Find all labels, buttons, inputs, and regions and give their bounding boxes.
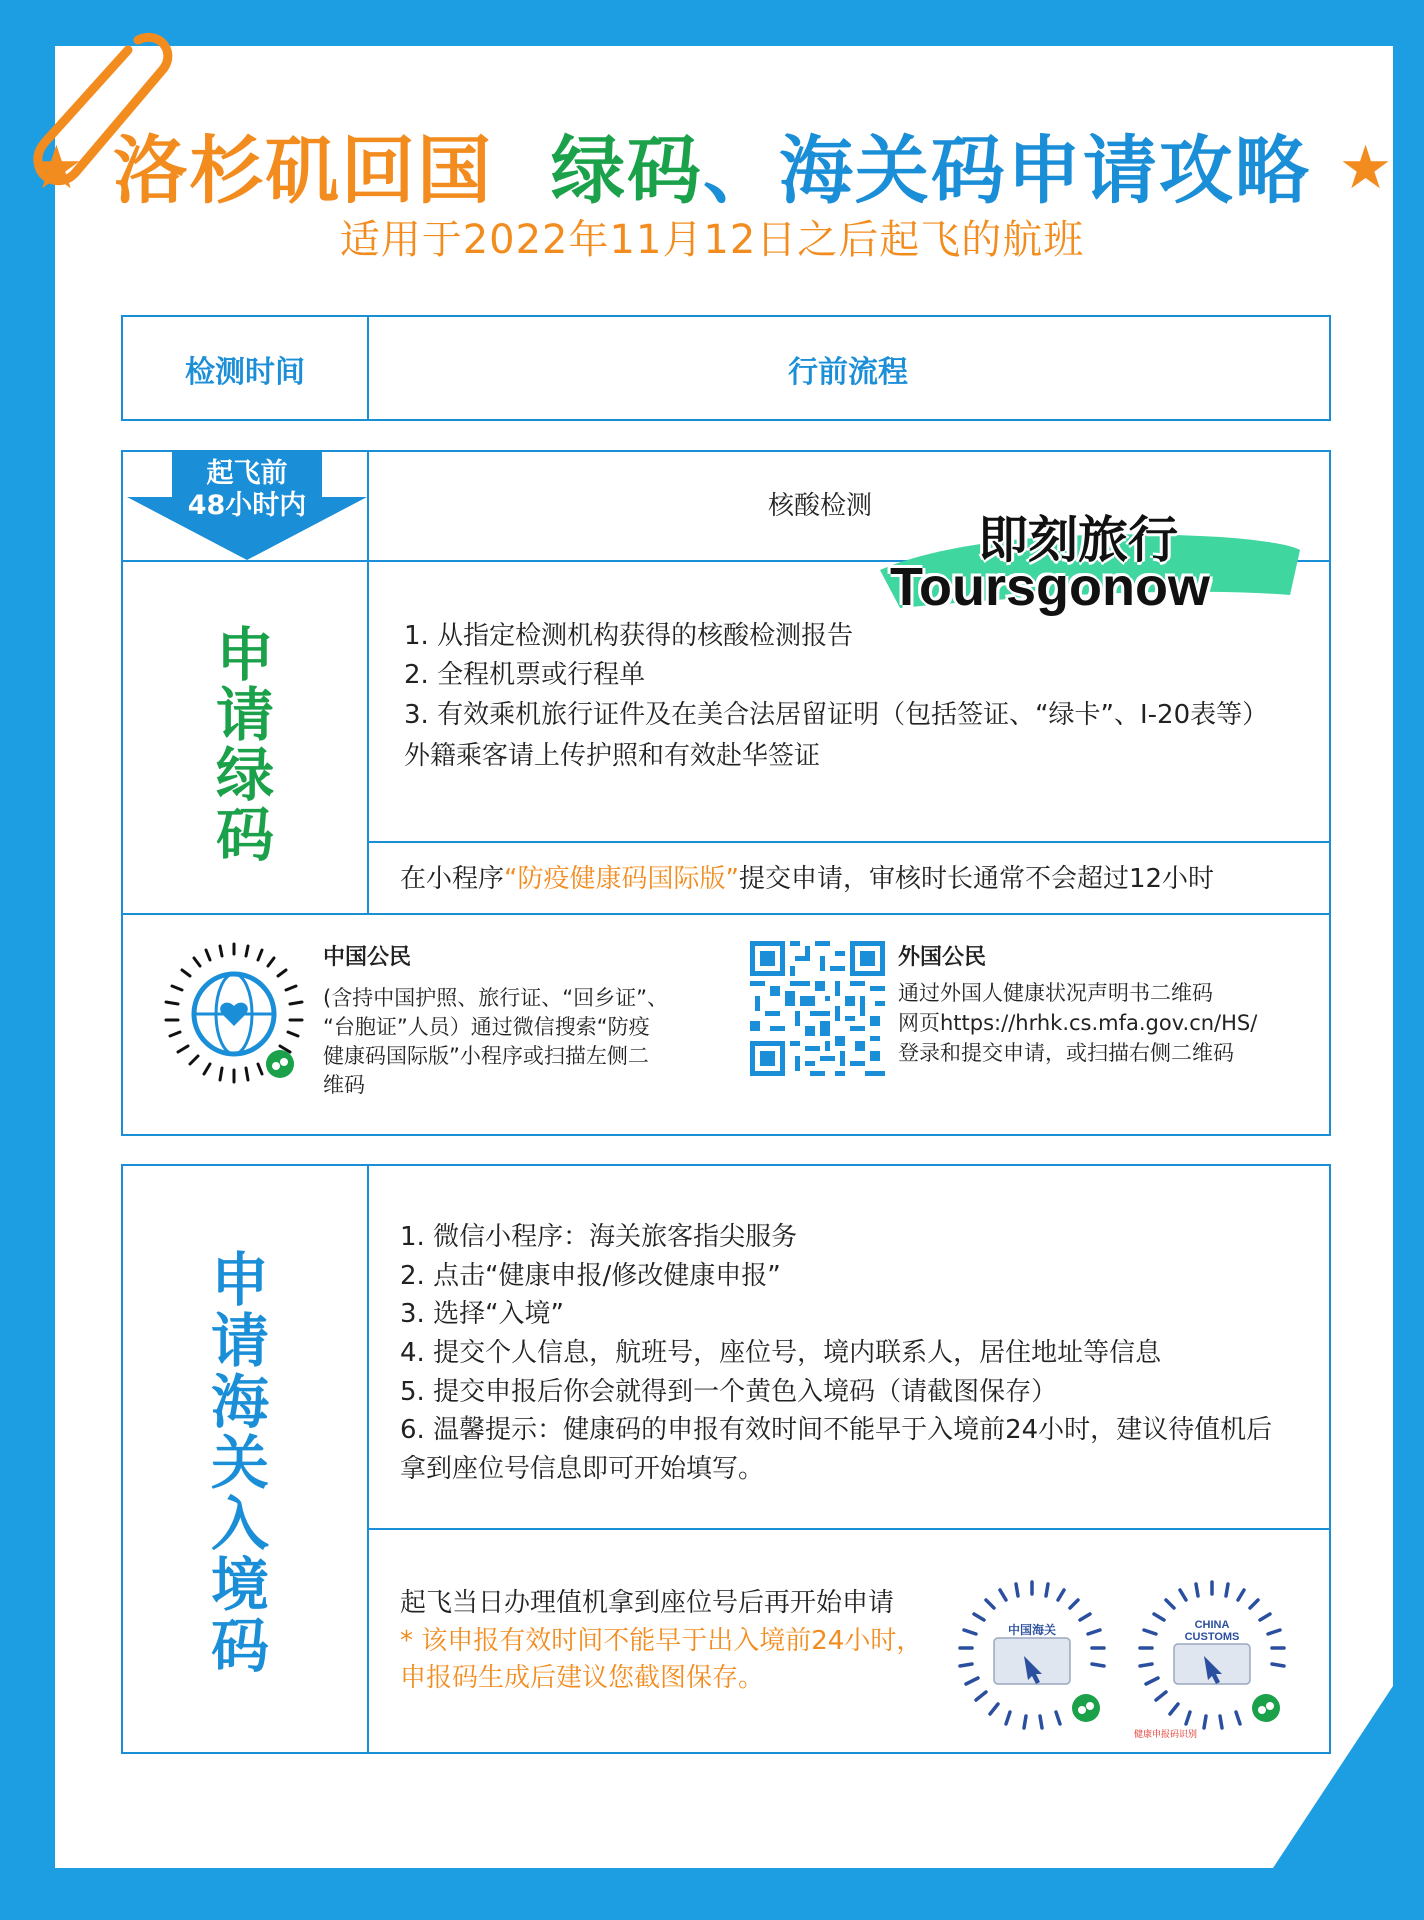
- foreign-citizen-line: 通过外国人健康状况声明书二维码: [898, 981, 1213, 1005]
- chinese-citizen-line: 健康码国际版”小程序或扫描左侧二: [323, 1044, 649, 1068]
- list-item: 外籍乘客请上传护照和有效赴华签证: [404, 741, 821, 771]
- customs-miniprogram-qr-icon[interactable]: [1132, 1576, 1292, 1736]
- submit-app-name: “防疫健康码国际版”: [504, 864, 739, 894]
- watermark-cn: 即刻旅行: [978, 511, 1178, 569]
- foreign-citizen-line: 网页https://hrhk.cs.mfa.gov.cn/HS/: [898, 1011, 1258, 1035]
- submit-suffix: 提交申请，审核时长通常不会超过12小时: [738, 864, 1215, 894]
- chinese-citizen-line: 维码: [323, 1073, 365, 1097]
- chinese-citizen-heading: 中国公民: [323, 945, 412, 970]
- vertical-char: 码: [215, 801, 274, 869]
- header-test-time: 检测时间: [185, 355, 305, 390]
- divider: [367, 841, 1329, 843]
- arrow-label-line2: 48小时内: [187, 490, 307, 521]
- vertical-char: 申: [210, 1246, 269, 1314]
- vertical-char: 请: [210, 1307, 269, 1375]
- chinese-citizen-line: (含持中国护照、旅行证、“回乡证”、: [323, 986, 668, 1010]
- wechat-miniprogram-qr-icon[interactable]: [160, 940, 308, 1088]
- list-item: 2. 全程机票或行程单: [404, 660, 646, 690]
- list-item: 1. 微信小程序：海关旅客指尖服务: [400, 1222, 798, 1252]
- star-icon: ★: [1338, 133, 1395, 203]
- page-title: [0, 112, 1424, 218]
- timing-arrow: [127, 452, 367, 562]
- vertical-char: 码: [210, 1612, 269, 1680]
- vertical-char: 境: [210, 1551, 269, 1619]
- list-item: 5. 提交申报后你会就得到一个黄色入境码（请截图保存）: [400, 1377, 1058, 1407]
- list-item: 1. 从指定检测机构获得的核酸检测报告: [404, 621, 854, 651]
- qr-code-icon[interactable]: [750, 941, 885, 1076]
- vertical-char: 申: [215, 621, 274, 689]
- header-pre-travel-process: 行前流程: [788, 355, 908, 390]
- vertical-char: 绿: [215, 741, 274, 809]
- qr-caption: 健康申报码识别: [1134, 1730, 1198, 1740]
- note-line-warning: 申报码生成后建议您截图保存。: [400, 1663, 765, 1693]
- submit-prefix: 在小程序: [400, 864, 505, 894]
- chinese-citizen-line: “台胞证”人员）通过微信搜索“防疫: [323, 1015, 650, 1039]
- list-item: 3. 有效乘机旅行证件及在美合法居留证明（包括签证、“绿卡”、I-20表等）: [404, 700, 1269, 730]
- list-item: 3. 选择“入境”: [400, 1299, 565, 1329]
- qr-label: CHINA: [1194, 1619, 1230, 1631]
- watermark-logo: [870, 500, 1310, 630]
- nucleic-test-label: 核酸检测: [768, 491, 873, 521]
- list-item: 2. 点击“健康申报/修改健康申报”: [400, 1261, 781, 1291]
- customs-miniprogram-qr-icon[interactable]: [952, 1576, 1112, 1736]
- star-icon: ★: [29, 133, 86, 203]
- watermark-en: Toursgonow: [890, 557, 1210, 617]
- foreign-citizen-line: 登录和提交申请，或扫描右侧二维码: [898, 1041, 1234, 1065]
- title-part-green-code: 绿码: [550, 128, 703, 214]
- vertical-char: 海: [210, 1368, 269, 1436]
- note-line: 起飞当日办理值机拿到座位号后再开始申请: [400, 1588, 895, 1618]
- vertical-char: 请: [215, 681, 274, 749]
- title-part-customs: 、海关码申请攻略: [702, 128, 1311, 214]
- subtitle: 适用于2022年11月12日之后起飞的航班: [339, 217, 1085, 263]
- list-item: 拿到座位号信息即可开始填写。: [400, 1454, 765, 1484]
- arrow-label-line1: 起飞前: [206, 458, 288, 489]
- divider: [367, 1528, 1329, 1530]
- title-part-la: 洛杉矶回国: [113, 128, 494, 214]
- divider: [367, 1164, 369, 1752]
- vertical-char: 入: [210, 1490, 269, 1558]
- vertical-char: 关: [210, 1429, 269, 1497]
- submit-instruction: [400, 860, 1214, 899]
- divider: [123, 913, 1329, 915]
- foreign-citizen-heading: 外国公民: [898, 945, 987, 970]
- list-item: 6. 温馨提示：健康码的申报有效时间不能早于入境前24小时，建议待值机后: [400, 1415, 1273, 1445]
- list-item: 4. 提交个人信息，航班号，座位号，境内联系人，居住地址等信息: [400, 1338, 1162, 1368]
- qr-label: CUSTOMS: [1184, 1631, 1240, 1643]
- qr-label: 中国海关: [1007, 1623, 1057, 1637]
- divider: [367, 450, 369, 915]
- note-line-warning: * 该申报有效时间不能早于出入境前24小时，: [400, 1626, 923, 1656]
